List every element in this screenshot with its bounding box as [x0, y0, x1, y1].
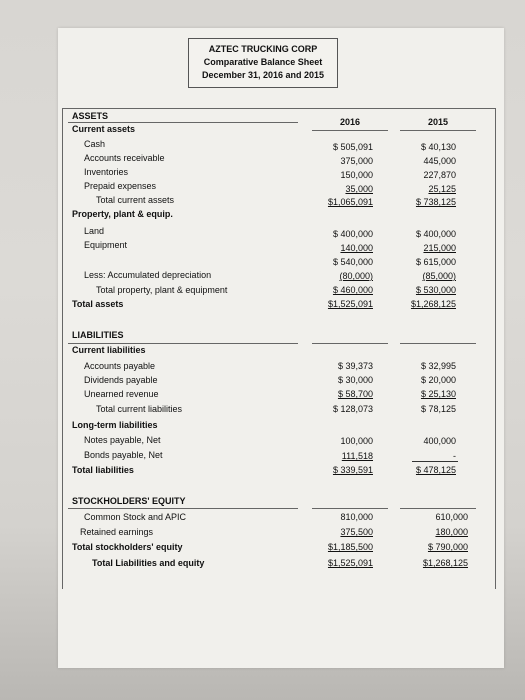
value-2015: 25,125 [428, 184, 456, 194]
row-label: Inventories [84, 167, 129, 177]
total-liabilities-equity-2016: $1,525,091 [327, 558, 373, 568]
row-label: Retained earnings [80, 527, 154, 537]
value-2016: 375,500 [340, 527, 373, 537]
value-2015: 400,000 [423, 436, 456, 446]
value-2016: 100,000 [340, 436, 373, 446]
value-2015: $ 78,125 [420, 404, 456, 414]
row-label: Accounts receivable [84, 153, 165, 163]
value-2016: 140,000 [340, 243, 373, 253]
value-2016: $ 505,091 [332, 142, 373, 152]
liabilities-rule [68, 343, 298, 344]
value-2016: (80,000) [339, 271, 373, 281]
row-label: Common Stock and APIC [84, 512, 187, 522]
total-assets-label: Total assets [72, 299, 124, 309]
liabilities-rule-2015 [400, 343, 476, 344]
total-liabilities-equity-label: Total Liabilities and equity [92, 558, 205, 568]
value-2016: 35,000 [345, 184, 373, 194]
value-2015: 215,000 [423, 243, 456, 253]
assets-heading: ASSETS [72, 111, 109, 121]
row-label: Total property, plant & equipment [96, 285, 228, 295]
value-2016: $ 540,000 [332, 257, 373, 267]
statement-title: Comparative Balance Sheet [203, 57, 323, 67]
value-2015: $ 615,000 [415, 257, 456, 267]
value-2015: 610,000 [435, 512, 468, 522]
equity-rule-2016 [312, 508, 388, 509]
value-2015: (85,000) [422, 271, 456, 281]
total-liabilities-label: Total liabilities [72, 465, 134, 475]
current-liabilities-heading: Current liabilities [72, 345, 146, 355]
value-2015: - [453, 451, 456, 461]
value-2016: $ 58,700 [337, 389, 373, 399]
row-label: Bonds payable, Net [84, 450, 163, 460]
row-label: Less: Accumulated depreciation [84, 270, 212, 280]
value-2015: $ 32,995 [420, 361, 456, 371]
liabilities-heading: LIABILITIES [72, 330, 124, 340]
current-assets-heading: Current assets [72, 124, 136, 134]
total-liabilities-2016: $ 339,591 [332, 465, 373, 475]
value-2015: 180,000 [435, 527, 468, 537]
row-label: Unearned revenue [84, 389, 159, 399]
total-assets-2015: $1,268,125 [410, 299, 456, 309]
value-2015: $ 40,130 [420, 142, 456, 152]
long-term-liabilities-heading: Long-term liabilities [72, 420, 158, 430]
total-liabilities-equity-2015: $1,268,125 [422, 558, 468, 568]
value-2016: $ 39,373 [337, 361, 373, 371]
value-2015: $ 25,130 [420, 389, 456, 399]
total-equity-2015: $ 790,000 [427, 542, 468, 552]
equity-rule-2015 [400, 508, 476, 509]
equity-heading: STOCKHOLDERS' EQUITY [72, 496, 186, 506]
row-label: Total current liabilities [96, 404, 183, 414]
value-2015: $ 20,000 [420, 375, 456, 385]
value-2016: 375,000 [340, 156, 373, 166]
total-liabilities-2015: $ 478,125 [415, 465, 456, 475]
row-label: Accounts payable [84, 361, 156, 371]
column-header-2016: 2016 [339, 117, 361, 127]
bonds-2015-underline [412, 461, 458, 462]
value-2015: $ 400,000 [415, 229, 456, 239]
row-label: Land [84, 226, 105, 236]
total-equity-2016: $1,185,500 [327, 542, 373, 552]
total-equity-label: Total stockholders' equity [72, 542, 183, 552]
row-label: Equipment [84, 240, 128, 250]
ppe-heading: Property, plant & equip. [72, 209, 173, 219]
row-label: Prepaid expenses [84, 181, 157, 191]
value-2015: $ 738,125 [415, 197, 456, 207]
equity-rule [68, 508, 298, 509]
value-2016: $ 128,073 [332, 404, 373, 414]
value-2016: 810,000 [340, 512, 373, 522]
total-assets-2016: $1,525,091 [327, 299, 373, 309]
liabilities-rule-2016 [312, 343, 388, 344]
assets-rule [68, 122, 298, 123]
statement-header-box [188, 38, 338, 88]
row-label: Total current assets [96, 195, 175, 205]
value-2016: 150,000 [340, 170, 373, 180]
column-rule-2016 [312, 130, 388, 131]
row-label: Cash [84, 139, 106, 149]
row-label: Dividends payable [84, 375, 158, 385]
company-name: AZTEC TRUCKING CORP [208, 44, 318, 54]
column-header-2015: 2015 [427, 117, 449, 127]
value-2016: $ 30,000 [337, 375, 373, 385]
value-2016: $1,065,091 [327, 197, 373, 207]
value-2016: $ 460,000 [332, 285, 373, 295]
value-2016: 111,518 [341, 451, 373, 461]
value-2015: 445,000 [423, 156, 456, 166]
column-rule-2015 [400, 130, 476, 131]
value-2015: $ 530,000 [415, 285, 456, 295]
statement-date: December 31, 2016 and 2015 [201, 70, 325, 80]
value-2015: 227,870 [423, 170, 456, 180]
value-2016: $ 400,000 [332, 229, 373, 239]
row-label: Notes payable, Net [84, 435, 161, 445]
